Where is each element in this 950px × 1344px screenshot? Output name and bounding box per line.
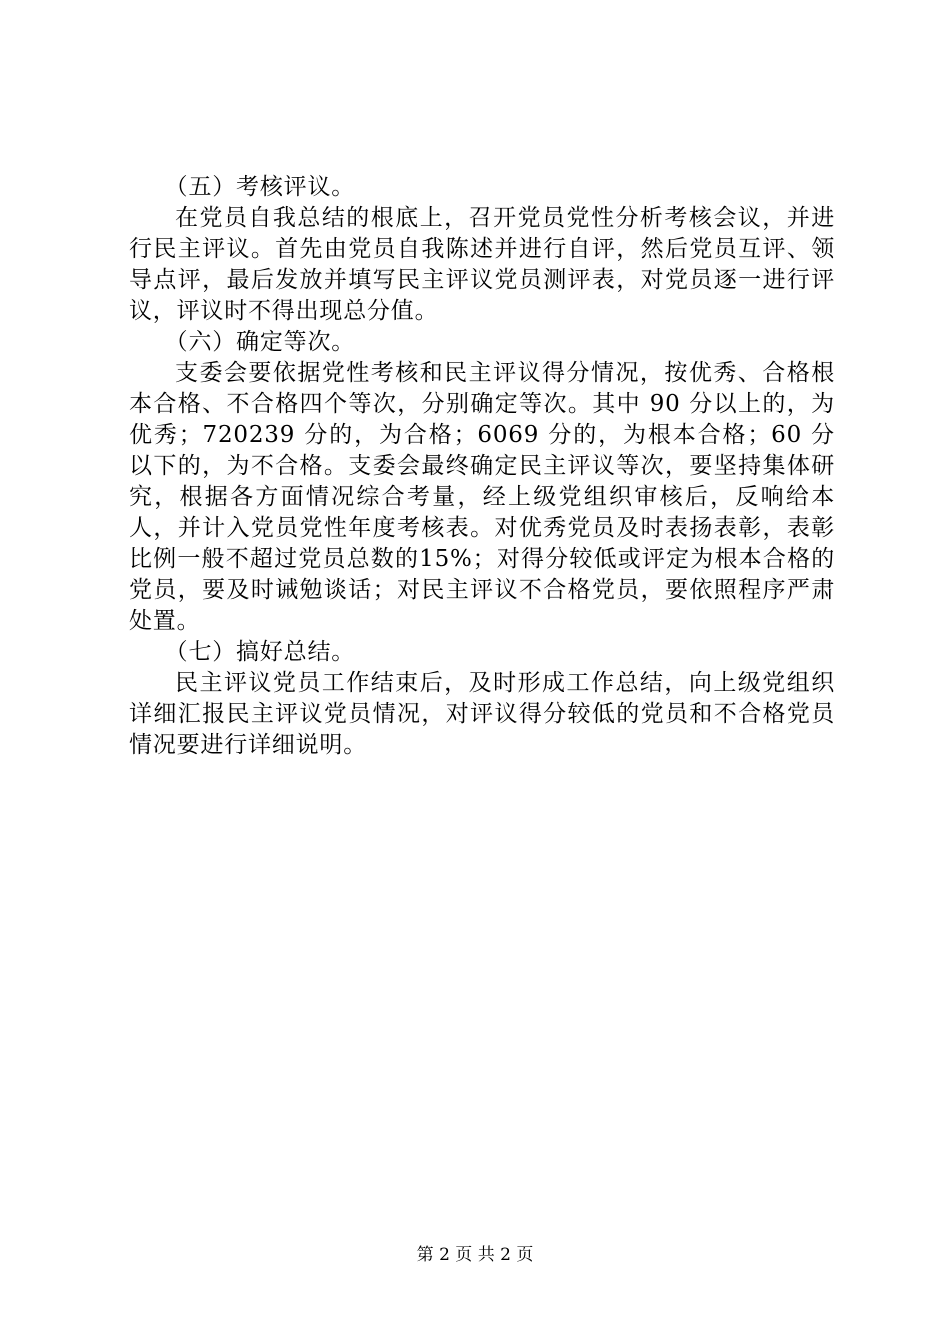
paragraph-summary: 民主评议党员工作结束后，及时形成工作总结，向上级党组织详细汇报民主评议党员情况，对评议得分较低的党员和不合格党员情况要进行详细说明。 bbox=[129, 670, 835, 758]
paragraph-grading: 支委会要依据党性考核和民主评议得分情况，按优秀、合格根本合格、不合格四个等次，分别确定等次。其中 90 分以上的，为优秀；720239 分的，为合格；6069 分的，为根本合格；60 分以下的，为不合格。支委会最终确定民主评议等次，要坚持集体研究，根据各方面情况综合考量，经上级党组织审核后，反响给本人，并计入党员党性年度考核表。对优秀党员及时表扬表彰，表彰比例一般不超过党员总数的15%；对得分较低或评定为根本合格的党员，要及时诫勉谈话；对民主评议不合格党员，要依照程序严肃处置。 bbox=[129, 360, 835, 634]
page-number-footer: 第 2 页 共 2 页 bbox=[416, 1245, 534, 1265]
section-heading-6: （六）确定等次。 bbox=[164, 329, 356, 355]
section-heading-7: （七）搞好总结。 bbox=[164, 639, 356, 665]
section-heading-5: （五）考核评议。 bbox=[164, 174, 356, 200]
document-body bbox=[129, 172, 835, 761]
paragraph-assessment: 在党员自我总结的根底上，召开党员党性分析考核会议，并进行民主评议。首先由党员自我陈述并进行自评，然后党员互评、领导点评，最后发放并填写民主评议党员测评表，对党员逐一进行评议，评议时不得出现总分值。 bbox=[129, 205, 835, 324]
